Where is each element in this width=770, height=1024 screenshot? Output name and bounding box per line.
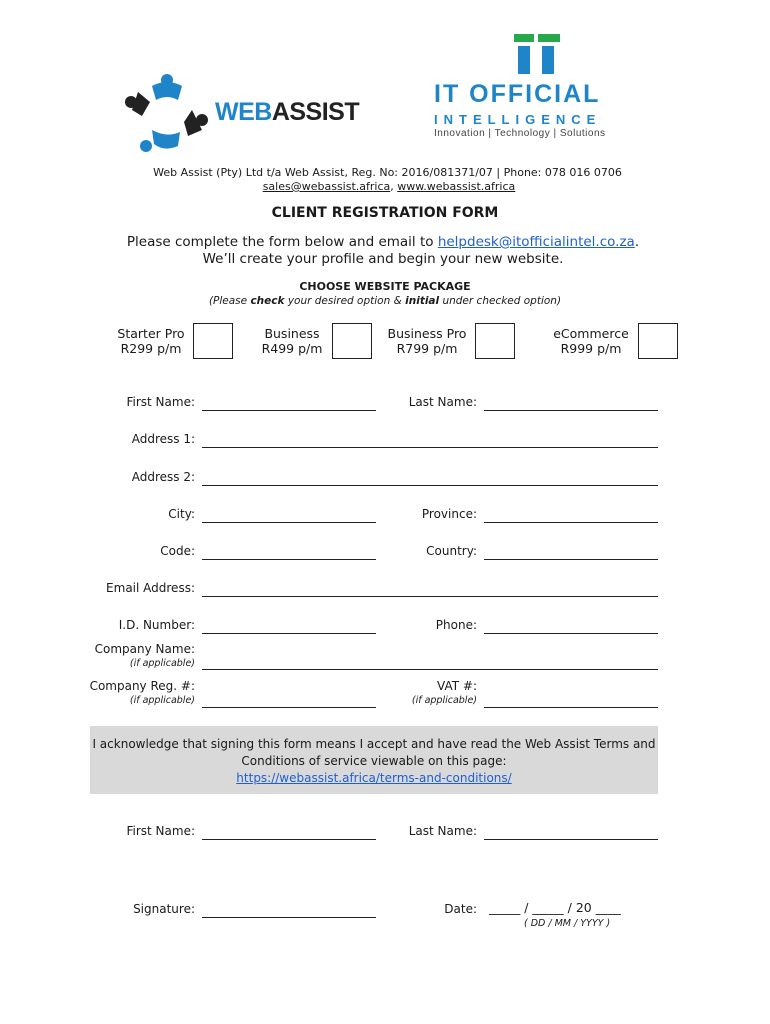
province-label: Province: bbox=[421, 507, 477, 521]
vat-field[interactable] bbox=[484, 707, 658, 708]
it-official-logo bbox=[430, 32, 640, 142]
form-title: CLIENT REGISTRATION FORM bbox=[271, 205, 499, 221]
package-price: R299 p/m bbox=[120, 341, 182, 356]
package-note-part: (Please bbox=[208, 295, 251, 307]
vat-if-applicable: (if applicable) bbox=[411, 695, 477, 706]
company-name-label: Company Name: bbox=[94, 642, 195, 656]
id-number-field[interactable] bbox=[202, 633, 376, 634]
acknowledgement-line2: Conditions of service viewable on this page: bbox=[241, 754, 507, 768]
acknowledgement-line1: I acknowledge that signing this form means I accept and have read the Web Assist Terms and bbox=[92, 737, 656, 751]
sig-first-name-field[interactable] bbox=[202, 839, 376, 840]
company-reg-field[interactable] bbox=[202, 707, 376, 708]
package-name: Starter Pro bbox=[117, 326, 185, 341]
phone-label: Phone: bbox=[435, 618, 477, 632]
company-reg-label: Company Reg. #: bbox=[89, 679, 195, 693]
address1-field[interactable] bbox=[202, 447, 658, 448]
last-name-field[interactable] bbox=[484, 410, 658, 411]
email-label: Email Address: bbox=[106, 581, 195, 595]
company-info-line: Web Assist (Pty) Ltd t/a Web Assist, Reg. No: 2016/081371/07 | Phone: 078 016 0706 bbox=[153, 166, 622, 179]
it-official-subtitle: INTELLIGENCE bbox=[434, 112, 602, 127]
address1-label: Address 1: bbox=[131, 432, 195, 446]
last-name-label: Last Name: bbox=[408, 395, 477, 409]
sig-last-name-field[interactable] bbox=[484, 839, 658, 840]
company-name-field[interactable] bbox=[202, 669, 658, 670]
sales-email-link[interactable]: sales@webassist.africa bbox=[262, 180, 391, 193]
package-price: R799 p/m bbox=[396, 341, 458, 356]
webassist-people-icon bbox=[122, 74, 212, 154]
city-label: City: bbox=[168, 507, 195, 521]
code-label: Code: bbox=[160, 544, 195, 558]
package-price: R499 p/m bbox=[261, 341, 323, 356]
signature-label: Signature: bbox=[133, 902, 195, 916]
package-starter-pro-checkbox[interactable] bbox=[193, 323, 233, 359]
email-field[interactable] bbox=[202, 596, 658, 597]
package-name: Business bbox=[264, 326, 320, 341]
package-ecommerce-checkbox[interactable] bbox=[638, 323, 678, 359]
package-note-check: check bbox=[250, 295, 285, 307]
date-field[interactable]: _____ / _____ / 20 ____ bbox=[489, 900, 621, 915]
code-field[interactable] bbox=[202, 559, 376, 560]
country-field[interactable] bbox=[484, 559, 658, 560]
form-intro-line2: We’ll create your profile and begin your new website. bbox=[202, 251, 564, 267]
package-business-pro-checkbox[interactable] bbox=[475, 323, 515, 359]
webassist-assist-text: ASSIST bbox=[271, 98, 360, 126]
package-starter-pro bbox=[108, 326, 194, 356]
company-contact-links bbox=[0, 180, 770, 193]
address2-label: Address 2: bbox=[131, 470, 195, 484]
helpdesk-email-link[interactable]: helpdesk@itofficialintel.co.za bbox=[437, 234, 635, 250]
package-business-checkbox[interactable] bbox=[332, 323, 372, 359]
acknowledgement-box bbox=[90, 726, 658, 794]
form-intro bbox=[0, 234, 766, 250]
package-name: Business Pro bbox=[387, 326, 467, 341]
package-heading: CHOOSE WEBSITE PACKAGE bbox=[299, 280, 471, 293]
sig-first-name-label: First Name: bbox=[126, 824, 195, 838]
city-field[interactable] bbox=[202, 522, 376, 523]
first-name-field[interactable] bbox=[202, 410, 376, 411]
it-mark-icon bbox=[512, 32, 562, 76]
package-note-initial: initial bbox=[405, 295, 440, 307]
intro-suffix: . bbox=[634, 234, 640, 250]
date-label: Date: bbox=[444, 902, 477, 916]
first-name-label: First Name: bbox=[126, 395, 195, 409]
company-reg-if-applicable: (if applicable) bbox=[129, 695, 195, 706]
it-official-title: IT OFFICIAL bbox=[434, 80, 601, 108]
sig-last-name-label: Last Name: bbox=[408, 824, 477, 838]
phone-field[interactable] bbox=[484, 633, 658, 634]
terms-link[interactable]: https://webassist.africa/terms-and-conditions/ bbox=[236, 771, 512, 785]
contact-separator: , bbox=[390, 180, 398, 193]
it-official-tagline: Innovation | Technology | Solutions bbox=[434, 128, 606, 139]
package-ecommerce bbox=[546, 326, 636, 356]
package-note-part: under checked option) bbox=[439, 295, 562, 307]
package-note bbox=[0, 295, 770, 307]
vat-label: VAT #: bbox=[437, 679, 477, 693]
package-note-part: your desired option & bbox=[284, 295, 406, 307]
webassist-logo bbox=[122, 74, 372, 154]
package-name: eCommerce bbox=[553, 326, 629, 341]
signature-field[interactable] bbox=[202, 917, 376, 918]
company-name-if-applicable: (if applicable) bbox=[129, 658, 195, 669]
package-price: R999 p/m bbox=[560, 341, 622, 356]
date-format-hint: ( DD / MM / YYYY ) bbox=[524, 918, 611, 929]
address2-field[interactable] bbox=[202, 485, 658, 486]
country-label: Country: bbox=[426, 544, 477, 558]
website-link[interactable]: www.webassist.africa bbox=[397, 180, 516, 193]
package-business bbox=[252, 326, 332, 356]
webassist-web-text: WEB bbox=[215, 98, 272, 126]
package-business-pro bbox=[383, 326, 471, 356]
province-field[interactable] bbox=[484, 522, 658, 523]
id-number-label: I.D. Number: bbox=[118, 618, 195, 632]
intro-prefix: Please complete the form below and email to bbox=[126, 234, 438, 250]
